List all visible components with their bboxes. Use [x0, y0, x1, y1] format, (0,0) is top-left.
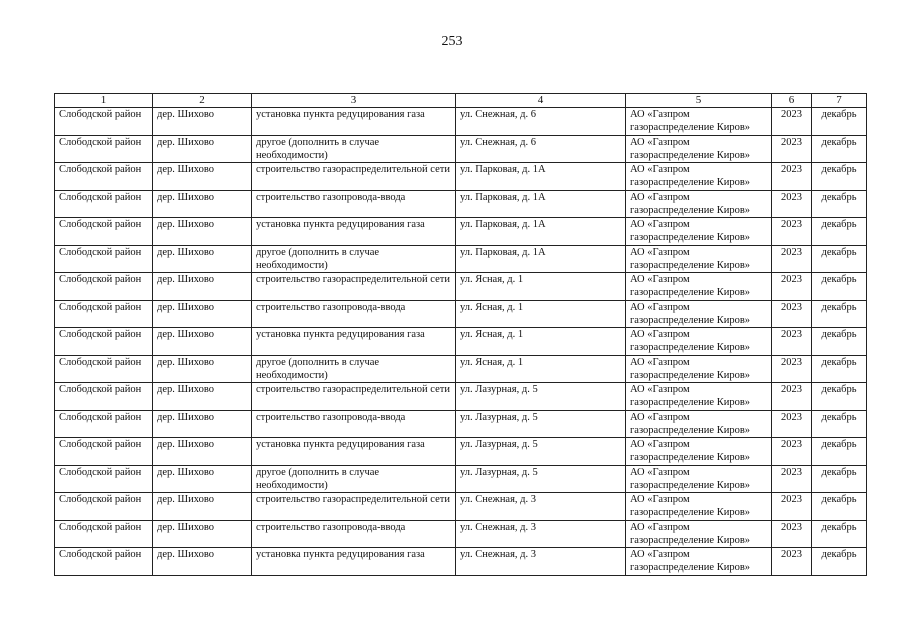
work-type-cell: установка пункта редуцирования газа: [252, 108, 456, 136]
column-header: 2: [153, 94, 252, 108]
table-row: [55, 410, 867, 438]
table-header: [55, 94, 867, 108]
work-type-cell: другое (дополнить в случае необходимости): [252, 245, 456, 273]
column-header: 3: [252, 94, 456, 108]
month-cell: декабрь: [812, 438, 867, 466]
work-type-cell: другое (дополнить в случае необходимости): [252, 135, 456, 163]
organization-cell: АО «Газпром газораспределение Киров»: [626, 383, 772, 411]
work-type-cell: строительство газопровода-ввода: [252, 300, 456, 328]
organization-cell: АО «Газпром газораспределение Киров»: [626, 355, 772, 383]
village-cell: дер. Шихово: [153, 548, 252, 576]
district-cell: Слободской район: [55, 548, 153, 576]
month-cell: декабрь: [812, 163, 867, 191]
village-cell: дер. Шихово: [153, 163, 252, 191]
table-body: [55, 108, 867, 576]
header-row: [55, 94, 867, 108]
table-row: [55, 493, 867, 521]
organization-cell: АО «Газпром газораспределение Киров»: [626, 163, 772, 191]
district-cell: Слободской район: [55, 135, 153, 163]
district-cell: Слободской район: [55, 108, 153, 136]
organization-cell: АО «Газпром газораспределение Киров»: [626, 108, 772, 136]
village-cell: дер. Шихово: [153, 273, 252, 301]
district-cell: Слободской район: [55, 273, 153, 301]
year-cell: 2023: [772, 438, 812, 466]
month-cell: декабрь: [812, 520, 867, 548]
month-cell: декабрь: [812, 328, 867, 356]
organization-cell: АО «Газпром газораспределение Киров»: [626, 465, 772, 493]
district-cell: Слободской район: [55, 493, 153, 521]
organization-cell: АО «Газпром газораспределение Киров»: [626, 245, 772, 273]
year-cell: 2023: [772, 410, 812, 438]
month-cell: декабрь: [812, 410, 867, 438]
organization-cell: АО «Газпром газораспределение Киров»: [626, 135, 772, 163]
year-cell: 2023: [772, 520, 812, 548]
table-row: [55, 383, 867, 411]
organization-cell: АО «Газпром газораспределение Киров»: [626, 218, 772, 246]
address-cell: ул. Снежная, д. 6: [456, 135, 626, 163]
work-type-cell: строительство газораспределительной сети: [252, 493, 456, 521]
district-cell: Слободской район: [55, 438, 153, 466]
table-row: [55, 300, 867, 328]
work-type-cell: другое (дополнить в случае необходимости): [252, 465, 456, 493]
district-cell: Слободской район: [55, 328, 153, 356]
address-cell: ул. Лазурная, д. 5: [456, 410, 626, 438]
table-row: [55, 108, 867, 136]
village-cell: дер. Шихово: [153, 300, 252, 328]
year-cell: 2023: [772, 190, 812, 218]
month-cell: декабрь: [812, 135, 867, 163]
year-cell: 2023: [772, 355, 812, 383]
year-cell: 2023: [772, 108, 812, 136]
district-cell: Слободской район: [55, 410, 153, 438]
year-cell: 2023: [772, 465, 812, 493]
table-row: [55, 218, 867, 246]
district-cell: Слободской район: [55, 163, 153, 191]
month-cell: декабрь: [812, 383, 867, 411]
table-row: [55, 190, 867, 218]
work-type-cell: строительство газопровода-ввода: [252, 410, 456, 438]
work-type-cell: строительство газораспределительной сети: [252, 163, 456, 191]
column-header: 4: [456, 94, 626, 108]
village-cell: дер. Шихово: [153, 410, 252, 438]
village-cell: дер. Шихово: [153, 328, 252, 356]
table-row: [55, 328, 867, 356]
page-number: 253: [441, 34, 463, 49]
column-header: 5: [626, 94, 772, 108]
district-cell: Слободской район: [55, 383, 153, 411]
work-type-cell: строительство газораспределительной сети: [252, 383, 456, 411]
year-cell: 2023: [772, 383, 812, 411]
village-cell: дер. Шихово: [153, 190, 252, 218]
village-cell: дер. Шихово: [153, 108, 252, 136]
table-row: [55, 355, 867, 383]
organization-cell: АО «Газпром газораспределение Киров»: [626, 520, 772, 548]
work-type-cell: установка пункта редуцирования газа: [252, 218, 456, 246]
organization-cell: АО «Газпром газораспределение Киров»: [626, 548, 772, 576]
village-cell: дер. Шихово: [153, 218, 252, 246]
work-type-cell: строительство газопровода-ввода: [252, 190, 456, 218]
village-cell: дер. Шихово: [153, 245, 252, 273]
district-cell: Слободской район: [55, 218, 153, 246]
month-cell: декабрь: [812, 273, 867, 301]
year-cell: 2023: [772, 135, 812, 163]
village-cell: дер. Шихово: [153, 520, 252, 548]
address-cell: ул. Ясная, д. 1: [456, 300, 626, 328]
address-cell: ул. Лазурная, д. 5: [456, 438, 626, 466]
column-header: 7: [812, 94, 867, 108]
year-cell: 2023: [772, 273, 812, 301]
work-type-cell: установка пункта редуцирования газа: [252, 328, 456, 356]
address-cell: ул. Снежная, д. 6: [456, 108, 626, 136]
address-cell: ул. Ясная, д. 1: [456, 273, 626, 301]
column-header: 6: [772, 94, 812, 108]
month-cell: декабрь: [812, 355, 867, 383]
district-cell: Слободской район: [55, 190, 153, 218]
address-cell: ул. Парковая, д. 1А: [456, 190, 626, 218]
district-cell: Слободской район: [55, 520, 153, 548]
organization-cell: АО «Газпром газораспределение Киров»: [626, 190, 772, 218]
organization-cell: АО «Газпром газораспределение Киров»: [626, 438, 772, 466]
work-type-cell: установка пункта редуцирования газа: [252, 548, 456, 576]
table-row: [55, 273, 867, 301]
year-cell: 2023: [772, 493, 812, 521]
village-cell: дер. Шихово: [153, 135, 252, 163]
year-cell: 2023: [772, 328, 812, 356]
month-cell: декабрь: [812, 190, 867, 218]
address-cell: ул. Лазурная, д. 5: [456, 383, 626, 411]
address-cell: ул. Парковая, д. 1А: [456, 218, 626, 246]
table-row: [55, 438, 867, 466]
table-row: [55, 135, 867, 163]
address-cell: ул. Ясная, д. 1: [456, 355, 626, 383]
work-type-cell: установка пункта редуцирования газа: [252, 438, 456, 466]
district-cell: Слободской район: [55, 300, 153, 328]
address-cell: ул. Парковая, д. 1А: [456, 245, 626, 273]
address-cell: ул. Снежная, д. 3: [456, 493, 626, 521]
table-row: [55, 520, 867, 548]
year-cell: 2023: [772, 548, 812, 576]
organization-cell: АО «Газпром газораспределение Киров»: [626, 410, 772, 438]
gasification-table: [54, 93, 867, 576]
village-cell: дер. Шихово: [153, 438, 252, 466]
village-cell: дер. Шихово: [153, 493, 252, 521]
month-cell: декабрь: [812, 548, 867, 576]
month-cell: декабрь: [812, 245, 867, 273]
table-row: [55, 465, 867, 493]
village-cell: дер. Шихово: [153, 383, 252, 411]
month-cell: декабрь: [812, 108, 867, 136]
organization-cell: АО «Газпром газораспределение Киров»: [626, 328, 772, 356]
month-cell: декабрь: [812, 493, 867, 521]
organization-cell: АО «Газпром газораспределение Киров»: [626, 300, 772, 328]
month-cell: декабрь: [812, 465, 867, 493]
year-cell: 2023: [772, 245, 812, 273]
organization-cell: АО «Газпром газораспределение Киров»: [626, 493, 772, 521]
table-row: [55, 245, 867, 273]
month-cell: декабрь: [812, 218, 867, 246]
table-row: [55, 163, 867, 191]
district-cell: Слободской район: [55, 465, 153, 493]
work-type-cell: другое (дополнить в случае необходимости): [252, 355, 456, 383]
year-cell: 2023: [772, 218, 812, 246]
district-cell: Слободской район: [55, 245, 153, 273]
district-cell: Слободской район: [55, 355, 153, 383]
address-cell: ул. Ясная, д. 1: [456, 328, 626, 356]
work-type-cell: строительство газопровода-ввода: [252, 520, 456, 548]
address-cell: ул. Снежная, д. 3: [456, 520, 626, 548]
address-cell: ул. Парковая, д. 1А: [456, 163, 626, 191]
table-row: [55, 548, 867, 576]
organization-cell: АО «Газпром газораспределение Киров»: [626, 273, 772, 301]
village-cell: дер. Шихово: [153, 465, 252, 493]
address-cell: ул. Снежная, д. 3: [456, 548, 626, 576]
column-header: 1: [55, 94, 153, 108]
month-cell: декабрь: [812, 300, 867, 328]
village-cell: дер. Шихово: [153, 355, 252, 383]
year-cell: 2023: [772, 300, 812, 328]
work-type-cell: строительство газораспределительной сети: [252, 273, 456, 301]
year-cell: 2023: [772, 163, 812, 191]
address-cell: ул. Лазурная, д. 5: [456, 465, 626, 493]
